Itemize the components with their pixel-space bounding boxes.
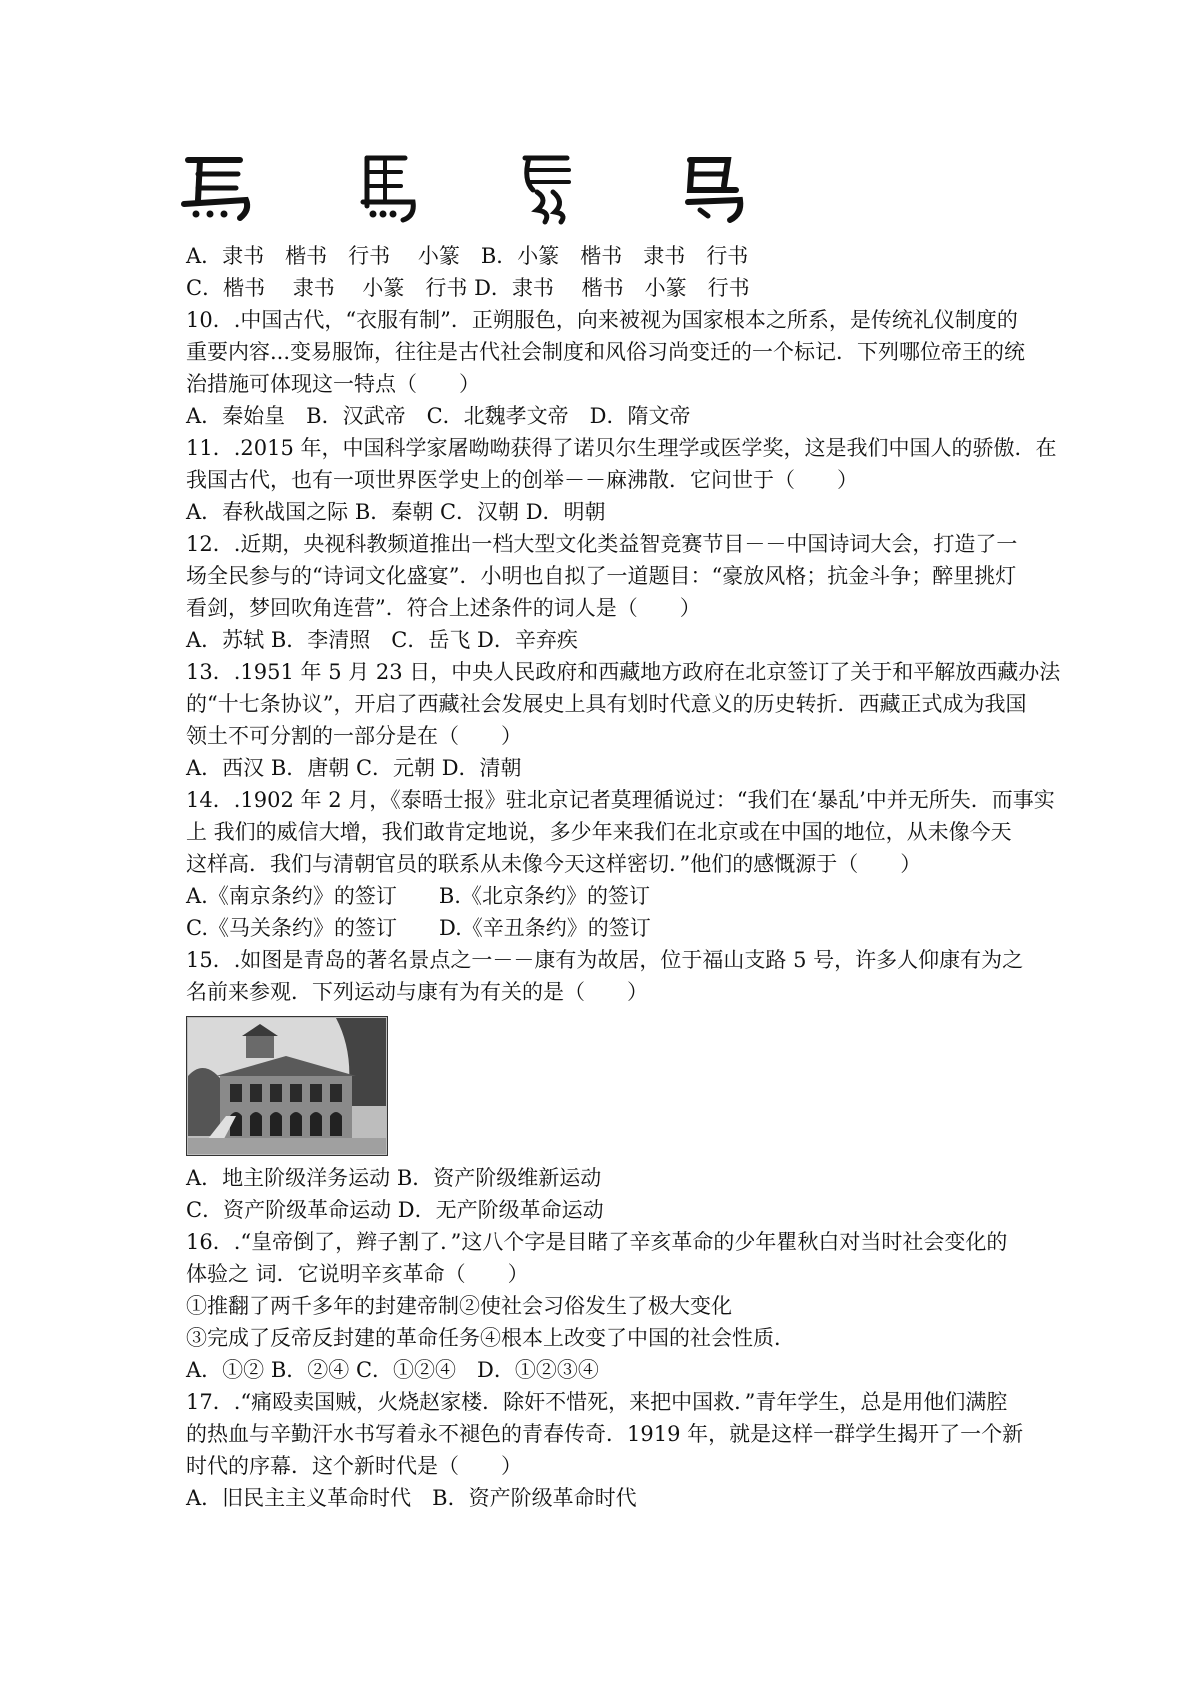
question-14-text: 这样高．我们与清朝官员的联系从未像今天这样密切．”他们的感慨源于（ ） [186, 852, 922, 876]
calligraphy-horse-characters [180, 150, 800, 230]
question-11-text: 11．.2015 年，中国科学家屠呦呦获得了诺贝尔生理学或医学奖，这是我们中国人的骄傲．在 [186, 436, 1057, 460]
text-line: C．楷书 隶书 小篆 行书 D．隶书 楷书 小篆 行书 [186, 276, 750, 300]
question-11-options: A．春秋战国之际 B．秦朝 C．汉朝 D．明朝 [186, 500, 606, 524]
question-17-text: 的热血与辛勤汗水书写着永不褪色的青春传奇．1919 年，就是这样一群学生揭开了一个新 [186, 1422, 1024, 1446]
clerical-script-horse-glyph [184, 160, 247, 218]
question-13-text: 领土不可分割的一部分是在（ ） [186, 724, 522, 748]
question-content [186, 240, 1061, 1514]
question-16-text: 体验之 词．它说明辛亥革命（ ） [186, 1262, 529, 1286]
question-10-text: 10．.中国古代，“衣服有制”．正朔服色，向来被视为国家根本之所系，是传统礼仪制度的 [186, 308, 1018, 332]
building-photo-image [186, 1016, 388, 1156]
question-17-text: 时代的序幕．这个新时代是（ ） [186, 1454, 522, 1478]
question-10-text: 重要内容...变易服饰，往往是古代社会制度和风俗习尚变迁的一个标记．下列哪位帝王的统 [186, 340, 1026, 364]
question-15-options: C．资产阶级革命运动 D．无产阶级革命运动 [186, 1198, 604, 1222]
question-15-options: A．地主阶级洋务运动 B．资产阶级维新运动 [186, 1166, 602, 1190]
question-12-text: 看剑，梦回吹角连营”．符合上述条件的词人是（ ） [186, 596, 701, 620]
question-14-options: A.《南京条约》的签订 B.《北京条约》的签订 [186, 884, 650, 908]
question-16-text: 16．.“皇帝倒了，辫子割了．”这八个字是目睹了辛亥革命的少年瞿秋白对当时社会变化的 [186, 1230, 1008, 1254]
question-15-text: 名前来参观．下列运动与康有为有关的是（ ） [186, 980, 648, 1004]
running-script-horse-glyph [688, 160, 740, 220]
question-14-text: 14．.1902 年 2 月，《泰晤士报》驻北京记者莫理循说过：“我们在‘暴乱’中并无所失．而事实 [186, 788, 1055, 812]
kang-youwei-former-residence-photo [186, 1016, 388, 1156]
question-12-text: 12．.近期，央视科教频道推出一档大型文化类益智竞赛节目－－中国诗词大会，打造了一 [186, 532, 1018, 556]
question-15-text: 15．.如图是青岛的著名景点之一－－康有为故居，位于福山支路 5 号，许多人仰康有为之 [186, 948, 1024, 972]
question-12-options: A．苏轼 B．李清照 C．岳飞 D．辛弃疾 [186, 628, 578, 652]
question-13-text: 13．.1951 年 5 月 23 日，中央人民政府和西藏地方政府在北京签订了关于和平解放西藏办法 [186, 660, 1061, 684]
question-16-options: A．①② B．②④ C．①②④ D．①②③④ [186, 1358, 599, 1382]
text-line: A．隶书 楷书 行书 小篆 B．小篆 楷书 隶书 行书 [186, 244, 749, 268]
question-10-text: 治措施可体现这一特点（ ） [186, 372, 480, 396]
question-16-statements: ①推翻了两千多年的封建帝制②使社会习俗发生了极大变化 [186, 1294, 732, 1318]
question-14-text: 上 我们的威信大增，我们敢肯定地说，多少年来我们在北京或在中国的地位，从未像今天 [186, 820, 1012, 844]
small-seal-script-horse-glyph [525, 158, 569, 222]
question-17-options: A．旧民主主义革命时代 B．资产阶级革命时代 [186, 1486, 637, 1510]
question-10-options: A．秦始皇 B．汉武帝 C．北魏孝文帝 D．隋文帝 [186, 404, 691, 428]
question-13-options: A．西汉 B．唐朝 C．元朝 D．清朝 [186, 756, 522, 780]
calligraphy-image [180, 150, 800, 230]
question-14-options: C.《马关条约》的签订 D.《辛丑条约》的签订 [186, 916, 651, 940]
question-17-text: 17．.“痛殴卖国贼，火烧赵家楼．除奸不惜死，来把中国救．”青年学生，总是用他们满腔 [186, 1390, 1008, 1414]
regular-script-horse-glyph [363, 158, 413, 220]
question-12-text: 场全民参与的“诗词文化盛宴”．小明也自拟了一道题目：“豪放风格；抗金斗争；醉里挑灯 [186, 564, 1017, 588]
question-11-text: 我国古代，也有一项世界医学史上的创举－－麻沸散．它问世于（ ） [186, 468, 858, 492]
question-13-text: 的“十七条协议”，开启了西藏社会发展史上具有划时代意义的历史转折．西藏正式成为我国 [186, 692, 1027, 716]
question-16-statements: ③完成了反帝反封建的革命任务④根本上改变了中国的社会性质． [186, 1326, 795, 1350]
